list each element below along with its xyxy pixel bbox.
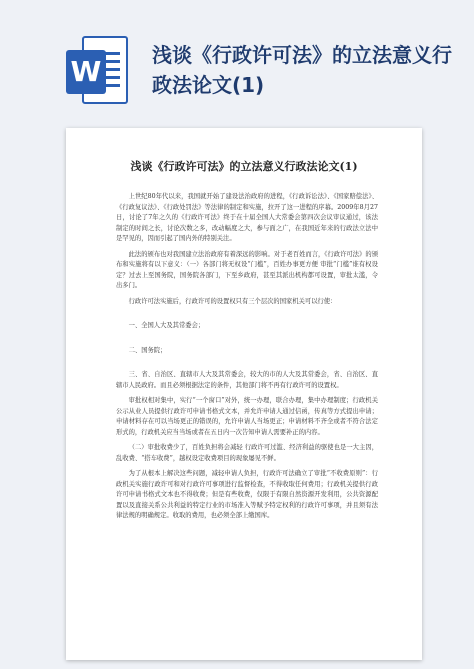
word-document-icon	[66, 36, 128, 108]
paragraph: （二）审批收费少了，百姓负担将会减轻 行政许可过滥、经济利益的驱使也是一大主因，乱收费、“搭车收费”，越权设定收费项目的现象屡见不鲜。	[116, 444, 378, 462]
list-item: 一、全国人大及其常委会；	[128, 322, 205, 329]
document-title: 浅谈《行政许可法》的立法意义行政法论文(1)	[130, 160, 358, 173]
document-page	[66, 128, 422, 660]
list-item: 二、国务院；	[128, 346, 167, 354]
paragraph: 此法的颁布也对我国建立法治政府有着深远的影响。对于老百姓而言，《行政许可法》的颁布和实施将有以下意义：（一）各部门将无权设“门槛”，百姓办事更方便 审批“门槛”谁有权设定？过去上至国务院，国务院各部门，下至乡政府，甚至其派出机构都可设置，审批太滥，令出多门。	[116, 250, 378, 289]
document-body	[116, 192, 378, 527]
paragraph: 行政许可法实施后，行政许可的设置权只有三个层次的国家机关可以行使：	[128, 297, 337, 305]
paragraph: 三、省、自治区、直辖市人大及其常委会，较大的市的人大及其常委会，省、自治区、直辖市人民政府。而且必须根据法定的条件，其他部门将不再有行政许可的设置权。	[116, 371, 378, 389]
document-preview-header	[0, 0, 474, 120]
header-title: 浅谈《行政许可法》的立法意义行政法论文(1)	[152, 43, 452, 97]
paragraph: 上世纪80年代以来，我国就开始了建设法治政府的进程，《行政诉讼法》、《国家赔偿法》、《行政复议法》、《行政处罚法》等法律的制定和实施，拉开了这一进程的序幕。2009年8月27日，讨论了7年之久的《行政许可法》终于在十届全国人大常委会第四次会议审议通过，该法制定的时间之长，讨论次数之多，改动幅度之大，参与面之广，在我国近年来的行政法立法中是罕见的，因而引起了国内外的特别关注。	[116, 193, 378, 242]
paragraph: 为了从根本上解决这些问题，减轻申请人负担，行政许可法确立了审批“不收费原则”：行政机关实施行政许可和对行政许可事项进行监督检查，不得收取任何费用；行政机关提供行政许可申请书格式文本也不得收费；但是有些收费，仅限于有限自然资源开发利用，公共资源配置以及直接关系公共利益的特定行业的市场准入等赋予特定权利的行政许可事项，并且须有法律法规的明确规定。收取的费用，也必须全部上缴国库。	[116, 470, 378, 519]
word-letter-badge: W	[66, 50, 106, 94]
paragraph: 审批权相对集中，实行“一个窗口”对外，统一办理，联合办理，集中办理制度；行政机关公示从业人员提供行政许可申请书格式文本，并允许申请人通过信函，传真等方式提出申请；申请材料存在可以当场更正的错误的，允许申请人当场更正；申请材料不齐全或者不符合法定形式的，行政机关应当当场或者在五日内一次告知申请人需要补正的内容。	[116, 397, 378, 436]
